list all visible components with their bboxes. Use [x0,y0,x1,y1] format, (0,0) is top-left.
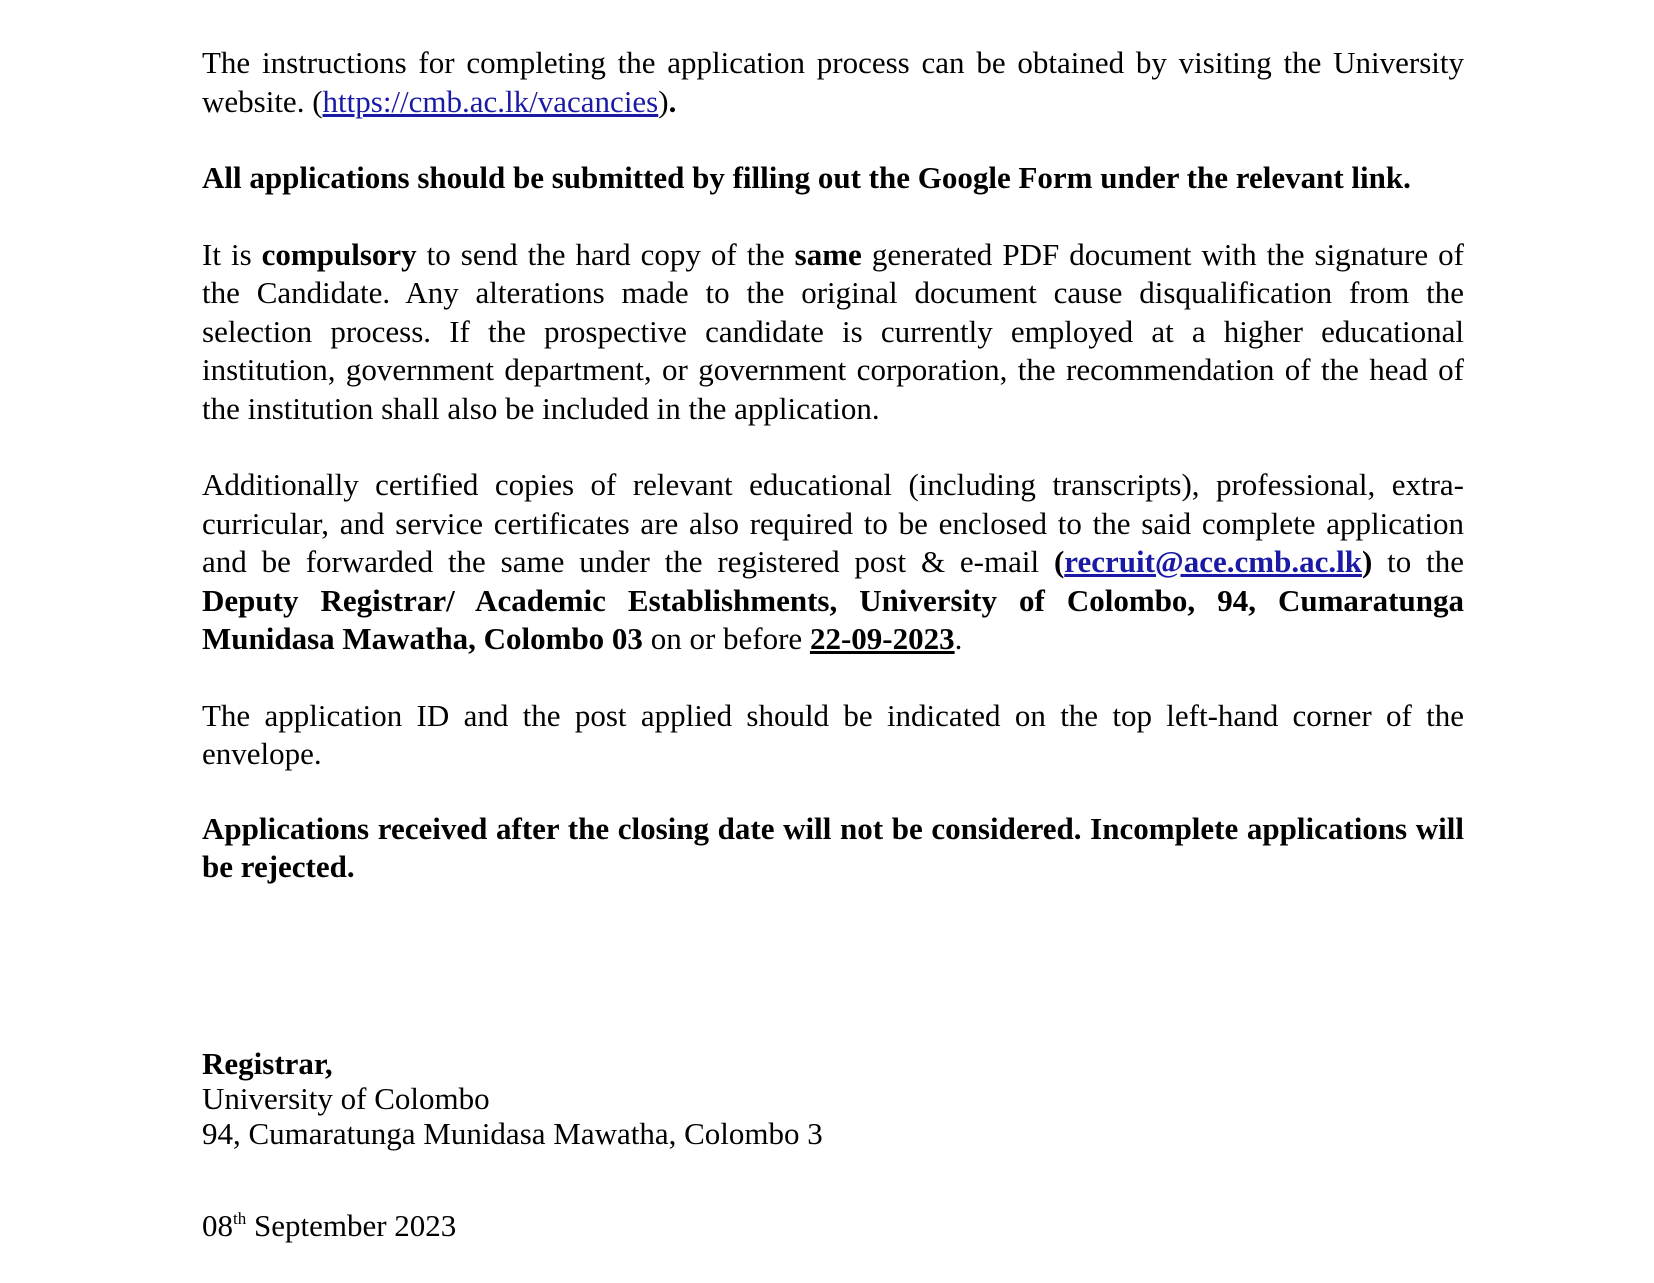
deadline-date: 22-09-2023 [809,621,955,656]
email-close-paren: ) [1361,544,1373,579]
envelope-paragraph [202,697,1464,774]
signature-block [202,1046,823,1151]
hardcopy-text-3: generated PDF document with the signature of the Candidate. Any alterations made to the original document cause disqualification from the selection process. If the prospective candidate is currently employed at a higher educational institution, government department, or government corporation, the recommendation of the head of the institution shall also be included in the application. [202,236,1464,426]
email-open-paren: ( [1053,544,1065,579]
recruit-email-link[interactable]: recruit@ace.cmb.ac.lk [1064,544,1362,579]
instructions-text: The instructions for completing the application process can be obtained by visiting the University website. ( [202,45,1464,119]
closing-paragraph [202,810,1464,887]
university-name: University of Colombo [202,1081,490,1116]
issue-date [202,1208,456,1243]
certificates-paragraph [202,466,1464,659]
addressee: Deputy Registrar/ Academic Establishments, University of Colombo, 94, Cumaratunga Munidasa Mawatha, Colombo 03 [202,582,1464,656]
notice-body [202,40,1464,887]
envelope-text: The application ID and the post applied should be indicated on the top left-hand corner of the envelope. [202,697,1464,771]
hardcopy-text-1: It is [202,236,262,272]
closing-text: Applications received after the closing date will not be considered. Incomplete applications will be rejected. [202,810,1464,884]
certificates-text-4: . [954,621,963,656]
date-day: 08 [202,1208,233,1243]
instructions-paragraph [202,44,1464,121]
hardcopy-text-2: to send the hard copy of the [416,236,795,272]
date-rest: September 2023 [246,1208,457,1243]
registrar-title: Registrar, [202,1046,333,1081]
date-suffix: th [233,1209,247,1228]
same-emphasis: same [794,236,862,272]
instructions-period: . [668,83,677,119]
vacancies-link[interactable]: https://cmb.ac.lk/vacancies [322,83,659,119]
submission-text: All applications should be submitted by filling out the Google Form under the relevant link. [202,160,1411,195]
certificates-text-3: on or before [642,621,810,656]
submission-paragraph [202,159,1464,198]
certificates-text-1: Additionally certified copies of relevant educational (including transcripts), professional, extra-curricular, and service certificates are also required to be enclosed to the said complete application and be forwarded the same under the registered post & e-mail [202,467,1464,579]
university-address: 94, Cumaratunga Munidasa Mawatha, Colombo 3 [202,1116,823,1151]
hardcopy-paragraph [202,236,1464,429]
certificates-text-2: to the [1372,544,1464,579]
compulsory-emphasis: compulsory [261,236,417,272]
instructions-close: ) [658,83,669,119]
